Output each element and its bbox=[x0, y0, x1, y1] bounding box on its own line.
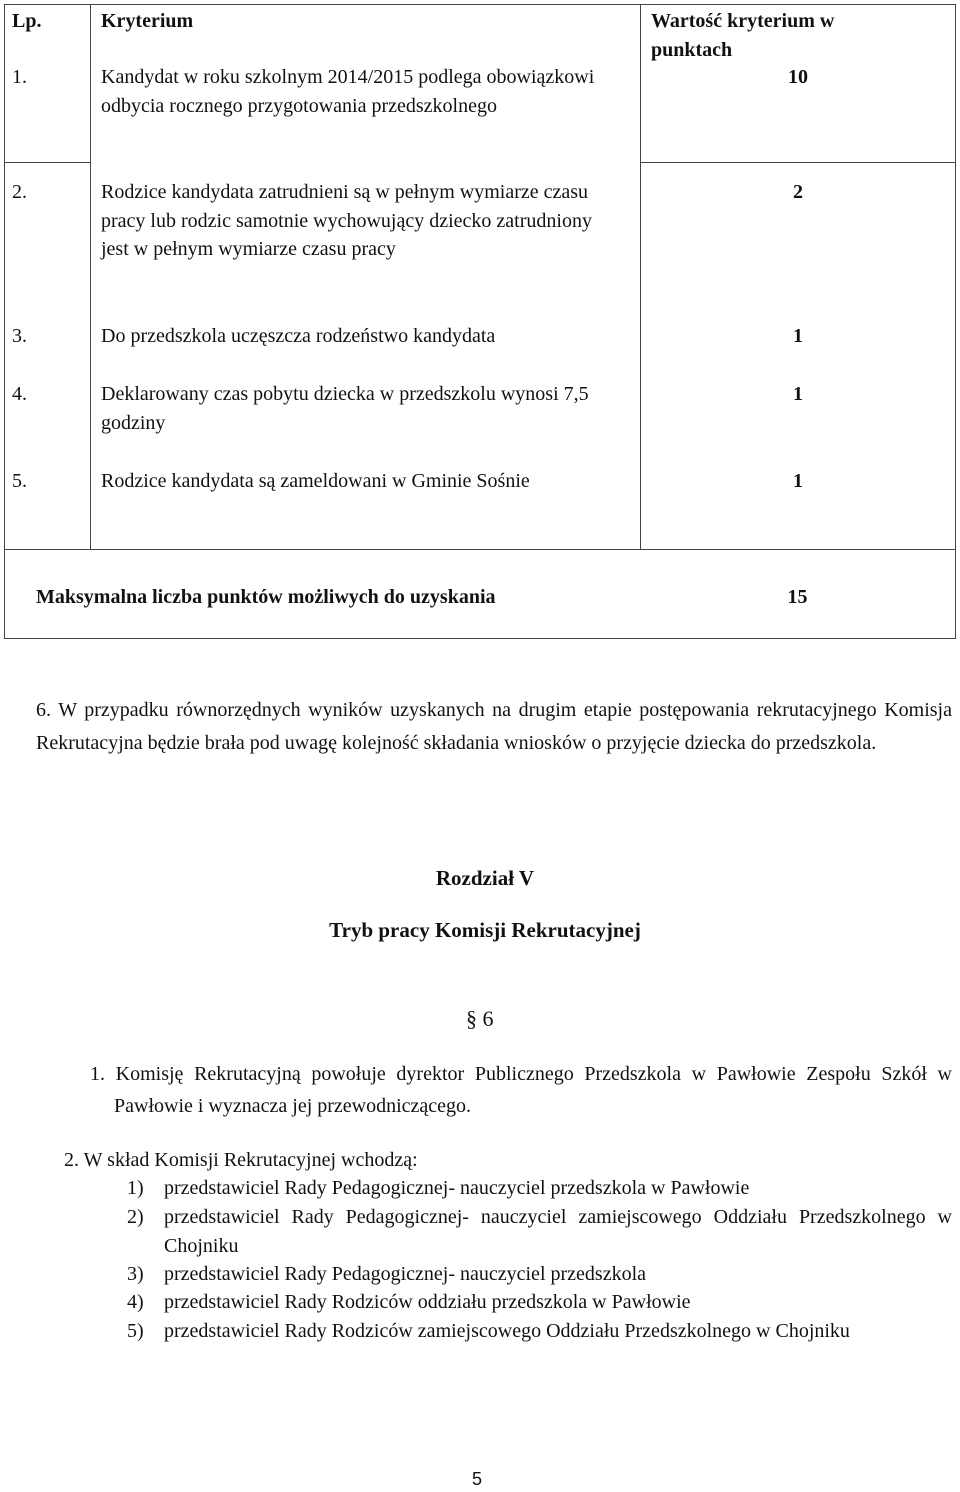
section-sign: § 6 bbox=[466, 1006, 494, 1031]
row-5-text: Rodzice kandydata są zameldowani w Gminie Sośnie bbox=[101, 470, 530, 492]
chapter-subtitle: Tryb pracy Komisji Rekrutacyjnej bbox=[329, 918, 641, 942]
member-3-num: 3) bbox=[127, 1263, 144, 1285]
row-1-text: Kandydat w roku szkolnym 2014/2015 podlega obowiązkowi odbycia rocznego przygotowania przedszkolnego bbox=[101, 66, 595, 117]
member-4-text: przedstawiciel Rady Rodziców oddziału przedszkola w Pawłowie bbox=[164, 1291, 691, 1313]
row-2-num: 2. bbox=[12, 181, 27, 203]
paragraph-1: 1. Komisję Rekrutacyjną powołuje dyrektor Publicznego Przedszkola w Pawłowie Zespołu Szkół w Pawłowie i wyznacza jej przewodniczącego. bbox=[90, 1063, 952, 1117]
row-3-text: Do przedszkola uczęszcza rodzeństwo kandydata bbox=[101, 325, 496, 347]
row-4-num: 4. bbox=[12, 383, 27, 405]
member-2-text: przedstawiciel Rady Pedagogicznej- nauczyciel zamiejscowego Oddziału Przedszkolnego w Chojniku bbox=[164, 1206, 952, 1257]
page-number: 5 bbox=[472, 1469, 483, 1489]
member-3-text: przedstawiciel Rady Pedagogicznej- nauczyciel przedszkola bbox=[164, 1263, 647, 1285]
row-4-points: 1 bbox=[793, 383, 803, 405]
row-3-points: 1 bbox=[793, 325, 803, 347]
chapter-title: Rozdział V bbox=[435, 866, 535, 890]
member-1-text: przedstawiciel Rady Pedagogicznej- nauczyciel przedszkola w Pawłowie bbox=[164, 1177, 750, 1199]
paragraph-6: 6. W przypadku równorzędnych wyników uzyskanych na drugim etapie postępowania rekrutacyjnego Komisja Rekrutacyjna będzie brała pod uwagę kolejność składania wniosków o przyjęcie dziecka do przedszkola. bbox=[36, 699, 952, 754]
row-3-num: 3. bbox=[12, 325, 27, 347]
header-value: Wartość kryterium w punktach bbox=[651, 10, 835, 61]
member-2-num: 2) bbox=[127, 1206, 144, 1228]
paragraph-2-intro: 2. W skład Komisji Rekrutacyjnej wchodzą: bbox=[64, 1149, 418, 1171]
total-label: Maksymalna liczba punktów możliwych do uzyskania bbox=[36, 586, 496, 608]
header-criterion: Kryterium bbox=[101, 10, 194, 32]
row-2-text: Rodzice kandydata zatrudnieni są w pełnym wymiarze czasu pracy lub rodzic samotnie wychowujący dziecko zatrudniony jest w pełnym wymiarze czasu pracy bbox=[101, 181, 592, 260]
row-5-num: 5. bbox=[12, 470, 27, 492]
total-value: 15 bbox=[787, 586, 808, 608]
row-5-points: 1 bbox=[793, 470, 803, 492]
member-5-num: 5) bbox=[127, 1320, 144, 1342]
row-4-text: Deklarowany czas pobytu dziecka w przedszkolu wynosi 7,5 godziny bbox=[101, 383, 589, 434]
row-2-points: 2 bbox=[793, 181, 803, 203]
member-1-num: 1) bbox=[127, 1177, 144, 1199]
header-lp: Lp. bbox=[12, 10, 42, 32]
row-1-points: 10 bbox=[788, 66, 808, 88]
member-5-text: przedstawiciel Rady Rodziców zamiejscowego Oddziału Przedszkolnego w Chojniku bbox=[164, 1320, 850, 1342]
row-1-num: 1. bbox=[12, 66, 27, 88]
member-4-num: 4) bbox=[127, 1291, 144, 1313]
